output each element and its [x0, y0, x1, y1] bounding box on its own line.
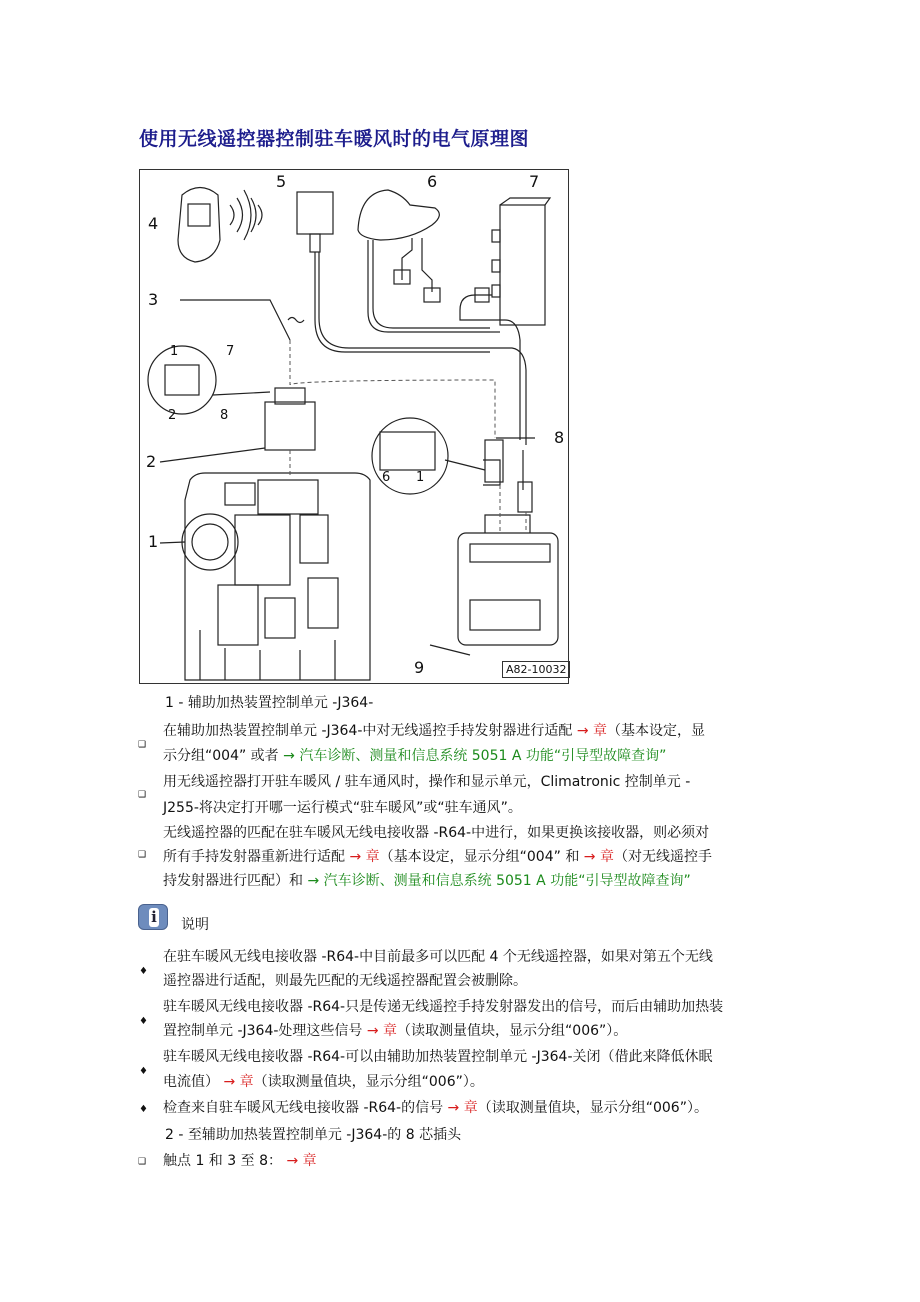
- callout-9: 9: [414, 658, 425, 677]
- chapter-link[interactable]: → 章: [349, 849, 380, 865]
- callout-2: 2: [146, 452, 157, 471]
- callout-4: 4: [148, 214, 159, 233]
- pin-label-1: 1: [170, 344, 179, 359]
- diagnosis-link[interactable]: → 汽车诊断、测量和信息系统 5051 A 功能“引导型故障查询”: [283, 748, 667, 764]
- pin-label-6: 6: [382, 470, 391, 485]
- text-run: 触点 1 和 3 至 8：: [163, 1153, 287, 1169]
- chapter-link[interactable]: → 章: [583, 849, 614, 865]
- note-line: [163, 1022, 627, 1041]
- text-run: （读取测量值块，显示分组“006”）。: [253, 1074, 484, 1090]
- callout-8: 8: [554, 428, 565, 447]
- chapter-link[interactable]: → 章: [223, 1074, 254, 1090]
- note-line: [163, 972, 527, 991]
- pin-label-2: 2: [168, 408, 177, 423]
- text-run: 无线遥控器的匹配在驻车暖风无线电接收器 -R64-中进行，如果更换该接收器，则必须对: [163, 825, 710, 841]
- pin-label-1b: 1: [416, 470, 425, 485]
- diamond-marker: ♦: [139, 1016, 148, 1027]
- chapter-link[interactable]: → 章: [286, 1153, 317, 1169]
- text-run: 驻车暖风无线电接收器 -R64-只是传递无线遥控手持发射器发出的信号，而后由辅助加热装: [163, 999, 724, 1015]
- callout-3: 3: [148, 290, 159, 309]
- note-line: [163, 948, 713, 967]
- text-run: （基本设定，显示分组“004” 和: [379, 849, 584, 865]
- text-run: 所有手持发射器重新进行适配: [163, 849, 350, 865]
- diamond-marker: ♦: [139, 1066, 148, 1077]
- callout-1: 1: [148, 532, 159, 551]
- note-line: [163, 1073, 484, 1092]
- text-run: 遥控器进行适配，则最先匹配的无线遥控器配置会被删除。: [163, 973, 527, 989]
- figure-code: A82-10032: [502, 661, 570, 678]
- bullet-line: [163, 799, 522, 818]
- info-icon: i: [138, 904, 168, 930]
- callout-6: 6: [427, 172, 438, 191]
- text-run: 在驻车暖风无线电接收器 -R64-中目前最多可以匹配 4 个无线遥控器，如果对第五个无线: [163, 949, 713, 965]
- bullet-line: [163, 1152, 317, 1171]
- text-run: 持发射器进行匹配）和: [163, 873, 308, 889]
- bullet-line: [163, 773, 690, 792]
- bullet-marker: ❑: [138, 850, 147, 860]
- diamond-marker: ♦: [139, 1104, 148, 1115]
- bullet-marker: ❑: [138, 790, 147, 800]
- note-line: [163, 1099, 708, 1118]
- text-run: （读取测量值块，显示分组“006”）。: [477, 1100, 708, 1116]
- note-line: [163, 998, 723, 1017]
- bullet-line: [163, 872, 691, 891]
- chapter-link[interactable]: → 章: [576, 723, 608, 739]
- text-run: 电流值）: [163, 1074, 224, 1090]
- text-run: 检查来自驻车暖风无线电接收器 -R64-的信号: [163, 1100, 448, 1116]
- diagnosis-link[interactable]: → 汽车诊断、测量和信息系统 5051 A 功能“引导型故障查询”: [307, 873, 691, 889]
- bullet-line: [163, 722, 705, 741]
- item-1-heading: 1 - 辅助加热装置控制单元 -J364-: [165, 695, 374, 711]
- item-2-heading: 2 - 至辅助加热装置控制单元 -J364-的 8 芯插头: [165, 1127, 462, 1143]
- text-run: 用无线遥控器打开驻车暖风 / 驻车通风时，操作和显示单元，Climatronic 控制单元 -: [163, 774, 691, 790]
- note-label: 说明: [181, 917, 209, 933]
- wiring-diagram: [139, 169, 569, 684]
- text-run: （对无线遥控手: [613, 849, 712, 865]
- text-run: （基本设定，显: [607, 723, 706, 739]
- text-run: 置控制单元 -J364-处理这些信号: [163, 1023, 367, 1039]
- text-run: J255-将决定打开哪一运行模式“驻车暖风”或“驻车通风”。: [163, 800, 522, 816]
- pin-label-7: 7: [226, 344, 235, 359]
- chapter-link[interactable]: → 章: [366, 1023, 398, 1039]
- text-run: 驻车暖风无线电接收器 -R64-可以由辅助加热装置控制单元 -J364-关闭（借此来降低休眠: [163, 1049, 713, 1065]
- bullet-line: [163, 824, 709, 843]
- callout-5: 5: [276, 172, 287, 191]
- bullet-marker: ❑: [138, 740, 147, 750]
- text-run: （读取测量值块，显示分组“006”）。: [397, 1023, 628, 1039]
- diagram-drawing: [140, 170, 570, 685]
- pin-label-8: 8: [220, 408, 229, 423]
- callout-7: 7: [529, 172, 540, 191]
- text-run: 示分组“004” 或者: [163, 748, 284, 764]
- page-title: 使用无线遥控器控制驻车暖风时的电气原理图: [139, 128, 530, 150]
- note-line: [163, 1048, 713, 1067]
- chapter-link[interactable]: → 章: [447, 1100, 478, 1116]
- bullet-line: [163, 747, 666, 766]
- diamond-marker: ♦: [139, 966, 148, 977]
- text-run: 在辅助加热装置控制单元 -J364-中对无线遥控手持发射器进行适配: [163, 723, 577, 739]
- bullet-line: [163, 848, 712, 867]
- bullet-marker: ❑: [138, 1157, 147, 1167]
